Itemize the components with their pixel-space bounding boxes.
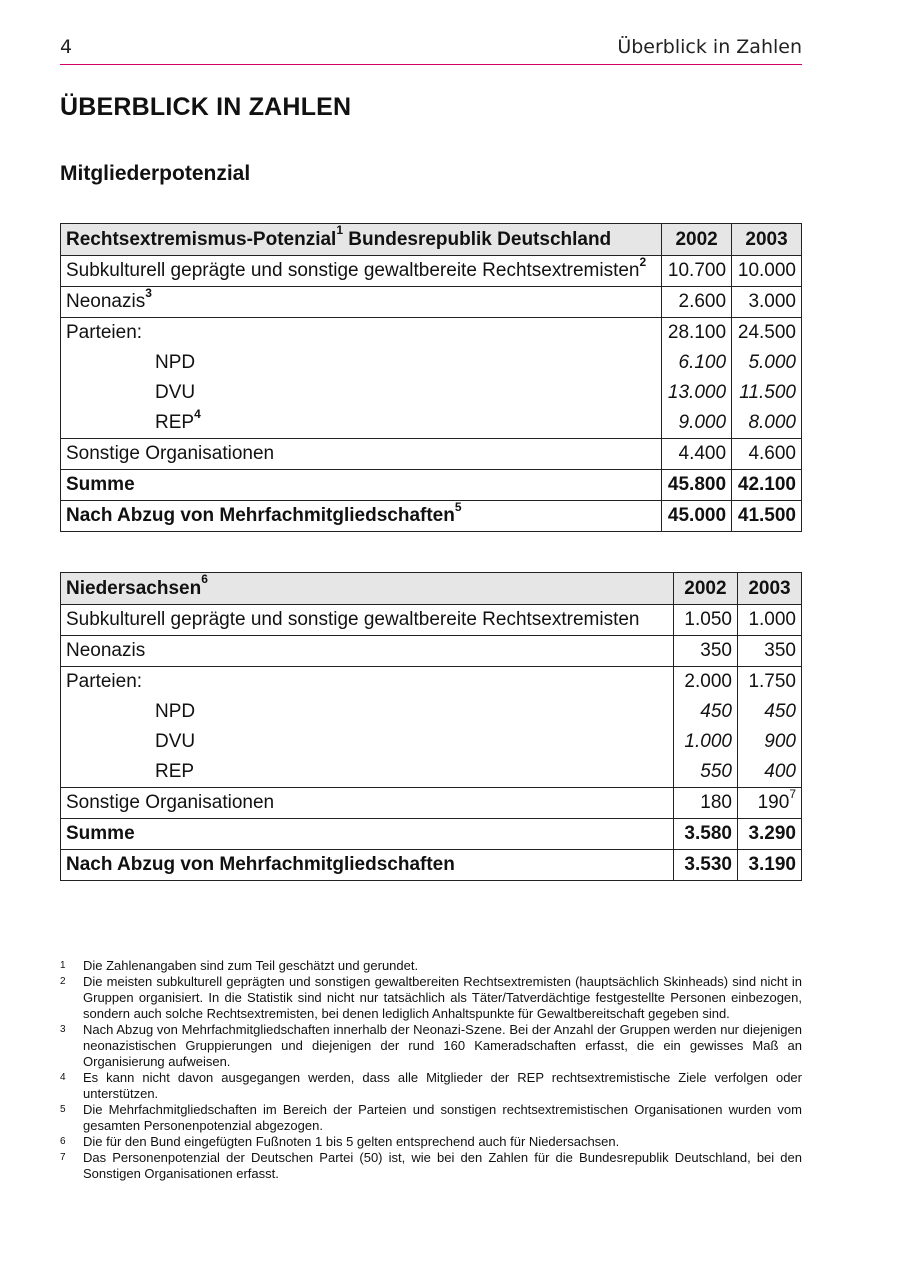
table-row: Subkulturell geprägte und sonstige gewaltbereite Rechtsextremisten 1.050 1.000	[61, 605, 802, 636]
col-header-2003: 2003	[737, 573, 801, 605]
footnotes	[60, 958, 802, 1182]
table-row: Parteien: 2.000 1.750	[61, 667, 802, 698]
footnote: 1 Die Zahlenangaben sind zum Teil geschätzt und gerundet.	[60, 958, 419, 973]
table-heading: Niedersachsen$^6$	[61, 573, 674, 605]
page-number: 4	[60, 36, 73, 58]
table-header-row	[61, 224, 802, 256]
table-row: Neonazis$^3$ 2.600 3.000	[61, 287, 802, 318]
footnote: 2 Die meisten subkulturell geprägten und sonstigen gewaltbereiten Rechtsextremisten (hauptsächlich Skinheads) sind nicht in Gruppen organisiert. In die Statistik sind nicht nur tatsächlich als Täter/Tatverdächtige festgestellte Personen einbezogen, sondern auch solche Rechtsextremisten, bei denen lediglich Anhaltspunkte für Gewaltbereitschaft gegeben sind.	[60, 974, 802, 1021]
col-header-2002: 2002	[673, 573, 737, 605]
table-row: NPD 450 450	[61, 697, 802, 727]
table-row-sum: Summe 3.580 3.290	[61, 819, 802, 850]
table-header-row	[61, 573, 802, 605]
table-row: DVU 1.000 900	[61, 727, 802, 757]
table-row-net: Nach Abzug von Mehrfachmitgliedschaften$^5$ 45.000 41.500	[61, 501, 802, 532]
footnote: 7 Das Personenpotenzial der Deutschen Partei (50) ist, wie bei den Zahlen für die Bundesrepublik Deutschland, bei den Sonstigen Organisationen erfasst.	[60, 1150, 802, 1181]
table-row: DVU 13.000 11.500	[61, 378, 802, 408]
table-row-net: Nach Abzug von Mehrfachmitgliedschaften 3.530 3.190	[61, 850, 802, 881]
table-row: Sonstige Organisationen 4.400 4.600	[61, 439, 802, 470]
page-title: ÜBERBLICK IN ZAHLEN	[60, 93, 352, 121]
table-row: Parteien: 28.100 24.500	[61, 318, 802, 349]
footnote: 6 Die für den Bund eingefügten Fußnoten 1 bis 5 gelten entsprechend auch für Niedersachsen.	[60, 1134, 620, 1149]
niedersachsen-table	[60, 572, 802, 881]
col-header-2003: 2003	[732, 224, 802, 256]
running-title: Überblick in Zahlen	[617, 36, 802, 58]
table-row-sum: Summe 45.800 42.100	[61, 470, 802, 501]
table-heading: Rechtsextremismus-Potenzial$^1$ Bundesrepublik Deutschland	[61, 224, 662, 256]
footnote: 4 Es kann nicht davon ausgegangen werden, dass alle Mitglieder der REP rechtsextremistische Ziele verfolgen oder unterstützen.	[60, 1070, 802, 1101]
table-row: NPD 6.100 5.000	[61, 348, 802, 378]
footnote: 3 Nach Abzug von Mehrfachmitgliedschaften innerhalb der Neonazi-Szene. Bei der Anzahl der Gruppen werden nur diejenigen neonazistischen Gruppierungen und diejenigen der rund 160 Kameradschaften erfasst, die ein gewisses Maß an Organisierung aufweisen.	[60, 1022, 802, 1069]
footnote: 5 Die Mehrfachmitgliedschaften im Bereich der Parteien und sonstigen rechtsextremistischen Organisationen wurden vom gesamten Personenpotenzial abgezogen.	[60, 1102, 802, 1133]
section-title: Mitgliederpotenzial	[60, 162, 251, 185]
table-row: Sonstige Organisationen 180 $190^7$	[61, 788, 802, 819]
col-header-2002: 2002	[662, 224, 732, 256]
page-header	[60, 36, 802, 65]
federal-table	[60, 223, 802, 532]
table-row: Neonazis 350 350	[61, 636, 802, 667]
table-row: REP 550 400	[61, 757, 802, 788]
table-row: REP$^4$ 9.000 8.000	[61, 408, 802, 439]
table-row: Subkulturell geprägte und sonstige gewaltbereite Rechtsextremisten$^2$ 10.700 10.000	[61, 256, 802, 287]
